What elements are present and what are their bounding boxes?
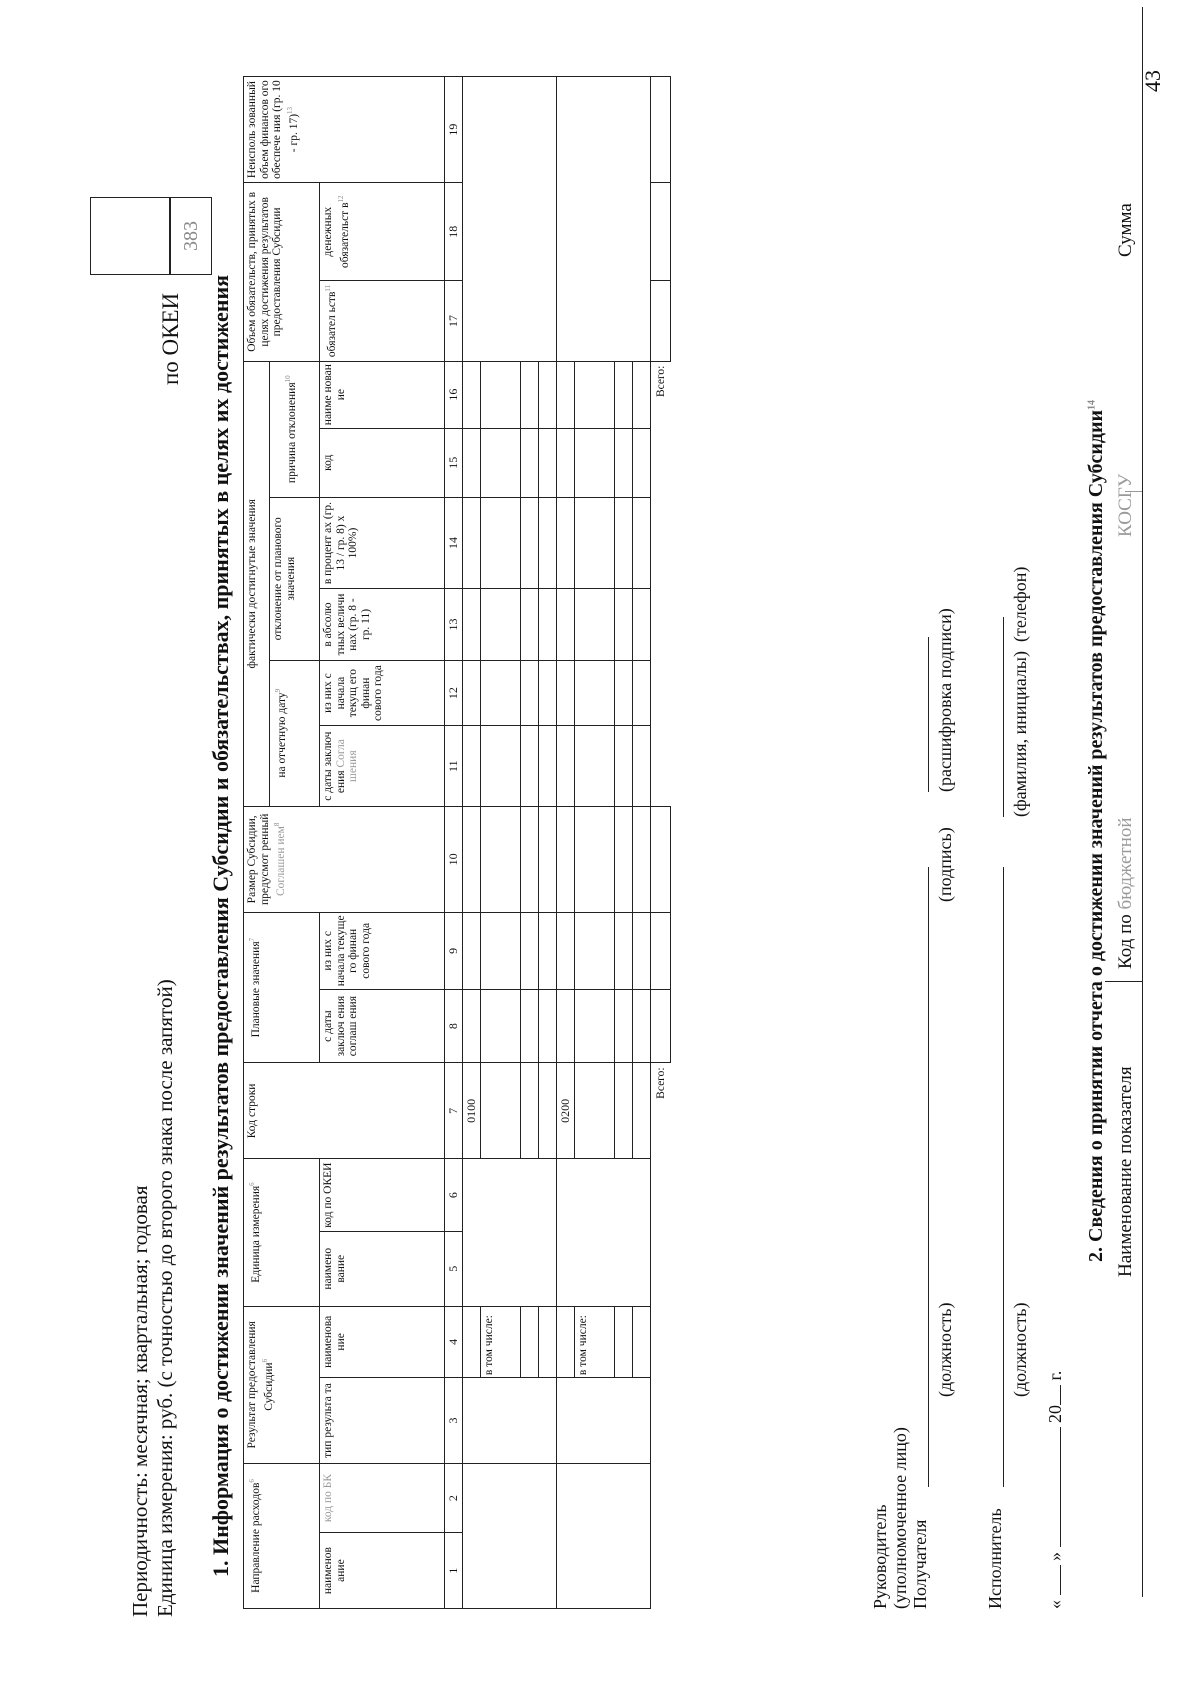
section2-table-top — [1142, 7, 1143, 1597]
table-cell — [633, 428, 651, 497]
periodicity-text: Периодичность: месячная; квартальная; годовая — [128, 1185, 152, 1617]
table-cell — [557, 806, 575, 912]
table-cell — [557, 912, 575, 989]
head-line1: Руководитель — [870, 1504, 890, 1609]
colnum: 9 — [445, 912, 463, 989]
table-cell — [521, 660, 539, 726]
date-line — [1045, 1371, 1066, 1609]
colnum: 3 — [445, 1378, 463, 1464]
executor-line-2 — [1003, 617, 1004, 817]
okei-label: по ОКЕИ — [158, 292, 183, 385]
table-row — [557, 77, 575, 1609]
table-cell — [539, 428, 557, 497]
day-blank — [1060, 1566, 1061, 1596]
colnum: 13 — [445, 589, 463, 660]
hdr-unit-name: наимено вание — [320, 1231, 445, 1306]
table-cell — [463, 1306, 481, 1377]
table-cell — [539, 989, 557, 1063]
total-cell — [651, 183, 671, 281]
table-cell — [463, 77, 557, 362]
hdr-planned-year: из них с начала текуще го финан сового года — [320, 912, 445, 989]
colnum: 4 — [445, 1306, 463, 1377]
hdr-obligations: Объем обязательств, принятых в целях достижения результатов предоставления Субсидии — [244, 183, 320, 362]
table-cell — [633, 1306, 651, 1377]
table-cell — [539, 660, 557, 726]
table-cell — [481, 912, 521, 989]
hdr-actual-from: с даты заключ ения Согла шения — [320, 726, 445, 806]
table-cell — [521, 806, 539, 912]
colnum: 15 — [445, 428, 463, 497]
head-signature: (подпись) — [935, 827, 955, 902]
month-blank — [1060, 1428, 1061, 1548]
hdr-row-code: Код строки — [244, 1063, 445, 1159]
head-decoding: (расшифровка подписи) — [935, 608, 955, 792]
hdr-deviation: отклонение от планового значения — [270, 497, 320, 660]
table-cell — [575, 1063, 615, 1159]
table-cell — [633, 912, 651, 989]
hdr-subsidy-size: Размер Субсидии, предусмот ренный Соглашен ием$^8$ — [244, 806, 445, 912]
table-cell — [575, 726, 615, 806]
table-cell — [615, 912, 633, 989]
total-gap — [651, 428, 671, 806]
hdr-direction-name: наименов ание — [320, 1533, 445, 1609]
colnum: 19 — [445, 77, 463, 183]
table-cell — [633, 1063, 651, 1159]
table-cell — [557, 1159, 651, 1306]
table-cell — [557, 77, 651, 362]
table-cell — [557, 660, 575, 726]
colnum: 12 — [445, 660, 463, 726]
hdr-obl-obl: обязател ьств$^{11}$ — [320, 281, 445, 361]
table-cell — [615, 660, 633, 726]
table-cell — [557, 1463, 651, 1608]
table-cell — [463, 989, 481, 1063]
table-cell — [615, 1063, 633, 1159]
hdr-result-name: наименова ние — [320, 1306, 445, 1377]
colnum: 16 — [445, 361, 463, 428]
colnum: 17 — [445, 281, 463, 361]
head-line3: Получателя — [910, 1519, 930, 1609]
year-suffix: г. — [1045, 1370, 1065, 1381]
total-cell — [651, 77, 671, 183]
okei-box — [90, 197, 212, 275]
table-cell — [463, 428, 481, 497]
table-cell — [521, 361, 539, 428]
table-cell — [557, 428, 575, 497]
head-signature-line — [928, 867, 929, 1487]
date-open: « — [1045, 1600, 1065, 1609]
section2-title: 2. Сведения о принятии отчета о достижении значений результатов предоставления Субсидии$^{14}$ — [1085, 399, 1107, 1262]
table-cell — [615, 428, 633, 497]
unit-text: Единица измерения: руб. (с точностью до второго знака после запятой) — [153, 979, 177, 1617]
table-cell — [463, 1378, 557, 1464]
table-cell — [463, 660, 481, 726]
table-cell — [481, 428, 521, 497]
total-cell — [651, 912, 671, 989]
colnum: 1 — [445, 1533, 463, 1609]
total-cell — [651, 989, 671, 1063]
colnum: 6 — [445, 1159, 463, 1232]
colnum: 5 — [445, 1231, 463, 1306]
executor-phone: (телефон) — [1010, 566, 1030, 642]
table-cell — [539, 497, 557, 588]
table-cell — [633, 806, 651, 912]
hdr-reporting-date: на отчетную дату$^9$ — [270, 660, 320, 806]
year-prefix: 20 — [1045, 1405, 1065, 1423]
colnum: 8 — [445, 989, 463, 1063]
head-block — [870, 1427, 930, 1609]
section1-title: 1. Информация о достижении значений результатов предоставления Субсидии и обязательствах, принятых в целях их достижения — [208, 274, 233, 1577]
table-cell — [481, 989, 521, 1063]
s2-col-name: Наименование показателя — [1115, 1066, 1136, 1277]
table-cell — [575, 361, 615, 428]
s2-col-kosgu: КОСГУ — [1115, 473, 1136, 537]
table-cell — [633, 497, 651, 588]
page-number: 43 — [1140, 70, 1165, 92]
table-cell — [557, 1378, 651, 1464]
hdr-result-type: тип результа та — [320, 1378, 445, 1464]
hdr-reason — [270, 361, 280, 497]
total-label-1: Всего: — [654, 1067, 667, 1099]
date-close: » — [1045, 1552, 1065, 1561]
hdr-actual-year: из них с начала текущ его финан сового года — [320, 660, 445, 726]
table-cell — [481, 1063, 521, 1159]
table-cell — [557, 726, 575, 806]
table-cell — [463, 912, 481, 989]
table-cell — [615, 497, 633, 588]
hdr-result: Результат предоставления Субсидии$^6$ — [244, 1306, 320, 1463]
table-cell — [633, 726, 651, 806]
table-cell — [463, 361, 481, 428]
total-cell — [651, 281, 671, 361]
table-cell — [633, 989, 651, 1063]
table-cell — [575, 497, 615, 588]
table-cell — [557, 589, 575, 660]
hdr-direction-code: код по БК — [320, 1463, 445, 1532]
colnum: 7 — [445, 1063, 463, 1159]
table-cell — [615, 989, 633, 1063]
table-cell — [575, 589, 615, 660]
table-cell — [575, 989, 615, 1063]
colnum: 18 — [445, 183, 463, 281]
hdr-reason-code: код — [320, 428, 445, 497]
table-cell — [557, 361, 575, 428]
okei-box-top — [90, 197, 170, 275]
table-cell — [557, 497, 575, 588]
table-cell — [615, 589, 633, 660]
hdr-reason-name: наиме нован ие — [320, 361, 445, 428]
table-cell — [481, 660, 521, 726]
table-cell — [615, 726, 633, 806]
colnum: 11 — [445, 726, 463, 806]
hdr-reason-label: причина отклонения$^{10}$ — [280, 361, 320, 497]
table-cell — [463, 1463, 557, 1608]
table-cell — [539, 361, 557, 428]
table-cell — [539, 726, 557, 806]
hdr-planned: Плановые значения$^7$ — [244, 912, 320, 1063]
hdr-deviation-abs: в абсолю тных величи нах (гр. 8 - гр. 11) — [320, 589, 445, 660]
row-code: 0200 — [557, 1063, 575, 1159]
table-cell — [521, 989, 539, 1063]
incl-label: в том числе: — [575, 1306, 615, 1377]
table-cell — [575, 806, 615, 912]
hdr-unit-code: код по ОКЕИ — [320, 1159, 445, 1232]
table-cell — [575, 428, 615, 497]
table-cell — [463, 1159, 557, 1306]
row-code: 0100 — [463, 1063, 481, 1159]
executor-position: (должность) — [1010, 1302, 1030, 1397]
hdr-actual: фактически достигнутые значения — [244, 361, 270, 806]
table-cell — [521, 428, 539, 497]
table-cell — [463, 806, 481, 912]
table-cell — [615, 361, 633, 428]
table-cell — [539, 806, 557, 912]
table-cell — [521, 1306, 539, 1377]
table-cell — [521, 589, 539, 660]
table-cell — [557, 1306, 575, 1377]
decoding-line — [928, 637, 929, 792]
incl-label: в том числе: — [481, 1306, 521, 1377]
executor-name: (фамилия, инициалы) — [1010, 651, 1030, 817]
year-blank — [1060, 1385, 1061, 1405]
table-cell — [575, 912, 615, 989]
table-cell — [521, 497, 539, 588]
total-label-2: Всего: — [654, 365, 667, 398]
table-cell — [463, 589, 481, 660]
hdr-deviation-pct: в процент ах (гр. 13 / гр. 8) х 100%) — [320, 497, 445, 588]
table-cell — [521, 1063, 539, 1159]
total-row — [651, 77, 671, 1609]
results-table — [243, 76, 671, 1609]
table-cell — [539, 589, 557, 660]
hdr-obl-money: денежных обязательст $в^{12}$ — [320, 183, 445, 281]
table-cell — [521, 726, 539, 806]
colnum: 10 — [445, 806, 463, 912]
head-line2: (уполномоченное лицо) — [890, 1427, 910, 1609]
s2-divider-1 — [1105, 981, 1142, 982]
table-cell — [521, 912, 539, 989]
table-cell — [463, 726, 481, 806]
table-cell — [633, 589, 651, 660]
table-cell — [539, 1306, 557, 1377]
colnum: 2 — [445, 1463, 463, 1532]
hdr-direction: Направление расходов$^6$ — [244, 1463, 320, 1608]
table-cell — [481, 361, 521, 428]
table-cell — [539, 912, 557, 989]
hdr-unit: Единица измерения$^6$ — [244, 1159, 320, 1306]
table-cell — [557, 989, 575, 1063]
s2-col-code: Код по бюджетной — [1115, 817, 1136, 969]
table-cell — [539, 1063, 557, 1159]
table-cell — [633, 660, 651, 726]
table-cell — [463, 497, 481, 588]
table-cell — [481, 806, 521, 912]
table-cell — [615, 1306, 633, 1377]
table-cell — [633, 361, 651, 428]
table-cell — [481, 497, 521, 588]
executor-label: Исполнитель — [985, 1508, 1005, 1609]
head-position: (должность) — [935, 1302, 955, 1397]
total-cell — [651, 806, 671, 912]
colnum: 14 — [445, 497, 463, 588]
hdr-unused: Неисполь зованный объем финансов ого обеспече ния (гр. 10 - гр. 17)$^{13}$ — [244, 77, 445, 183]
executor-line — [1003, 867, 1004, 1487]
okei-code: 383 — [170, 197, 212, 275]
table-cell — [615, 806, 633, 912]
s2-col-sum: Сумма — [1115, 203, 1136, 257]
hdr-planned-from: с даты заключ ения соглаш ения — [320, 989, 445, 1063]
table-cell — [481, 589, 521, 660]
table-cell — [575, 660, 615, 726]
table-row — [463, 77, 481, 1609]
table-cell — [481, 726, 521, 806]
